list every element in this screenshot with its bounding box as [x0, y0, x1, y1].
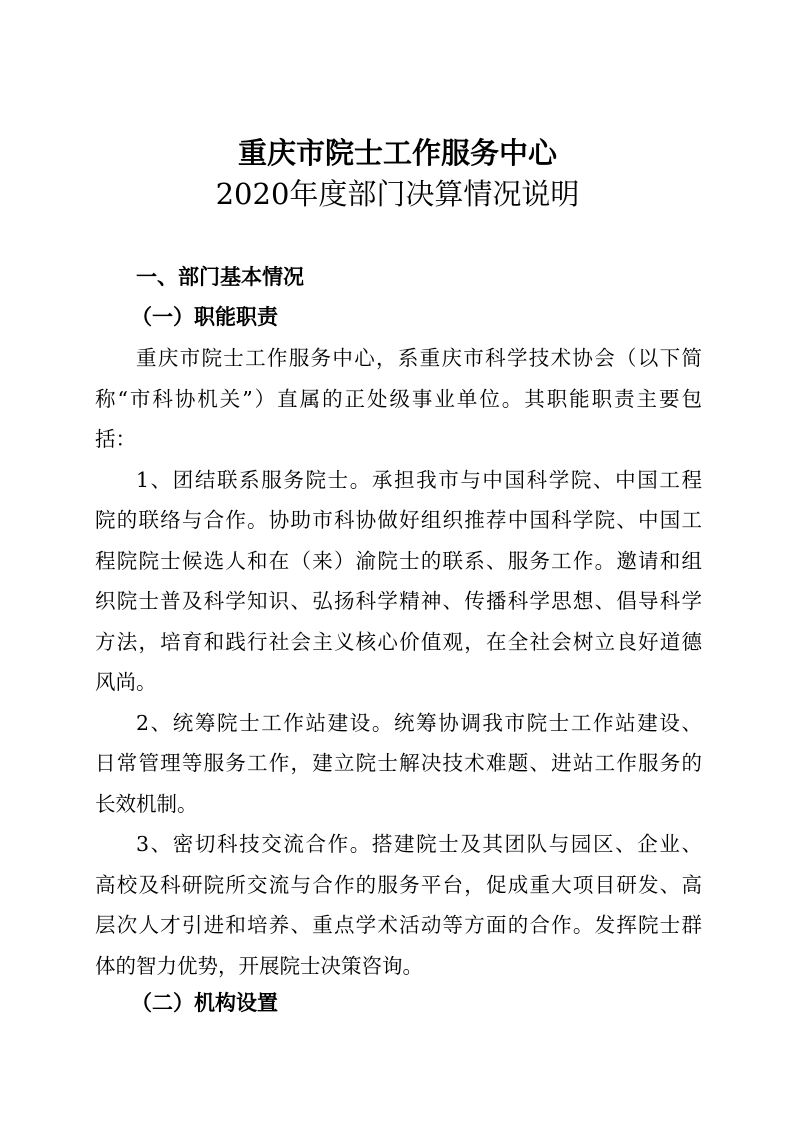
paragraph-line: 院的联络与合作。协助市科协做好组织推荐中国科学院、中国工: [95, 508, 702, 532]
paragraph-line: 程院院士候选人和在（来）渝院士的联系、服务工作。邀请和组: [95, 549, 702, 573]
paragraph-line: 重庆市院士工作服务中心，系重庆市科学技术协会（以下简: [136, 346, 702, 370]
paragraph-line: 层次人才引进和培养、重点学术活动等方面的合作。发挥院士群: [95, 913, 702, 937]
paragraph-line: 3、密切科技交流合作。搭建院士及其团队与园区、企业、: [136, 832, 702, 856]
paragraph-line: 方法，培育和践行社会主义核心价值观，在全社会树立良好道德: [95, 630, 702, 654]
paragraph-line: 风尚。: [95, 670, 157, 694]
paragraph-line: 括：: [95, 427, 136, 451]
paragraph-line: 织院士普及科学知识、弘扬科学精神、传播科学思想、倡导科学: [95, 589, 702, 613]
paragraph-line: 1、团结联系服务院士。承担我市与中国科学院、中国工程: [136, 468, 702, 492]
paragraph-line: 2、统筹院士工作站建设。统筹协调我市院士工作站建设、: [136, 711, 702, 735]
section-heading-basic-info: 一、部门基本情况: [136, 264, 304, 289]
paragraph-line: 日常管理等服务工作，建立院士解决技术难题、进站工作服务的: [95, 751, 702, 775]
paragraph-line: 长效机制。: [95, 792, 198, 816]
paragraph-line: 高校及科研院所交流与合作的服务平台，促成重大项目研发、高: [95, 873, 702, 897]
document-title-line-1: 重庆市院士工作服务中心: [237, 136, 557, 170]
paragraph-line: 体的智力优势，开展院士决策咨询。: [95, 954, 423, 978]
document-title-line-2: 2020年度部门决算情况说明: [215, 177, 580, 211]
subsection-heading-organization: （二）机构设置: [131, 990, 278, 1015]
subsection-heading-functions: （一）职能职责: [131, 304, 278, 329]
paragraph-line: 称“市科协机关”）直属的正处级事业单位。其职能职责主要包: [95, 387, 702, 411]
